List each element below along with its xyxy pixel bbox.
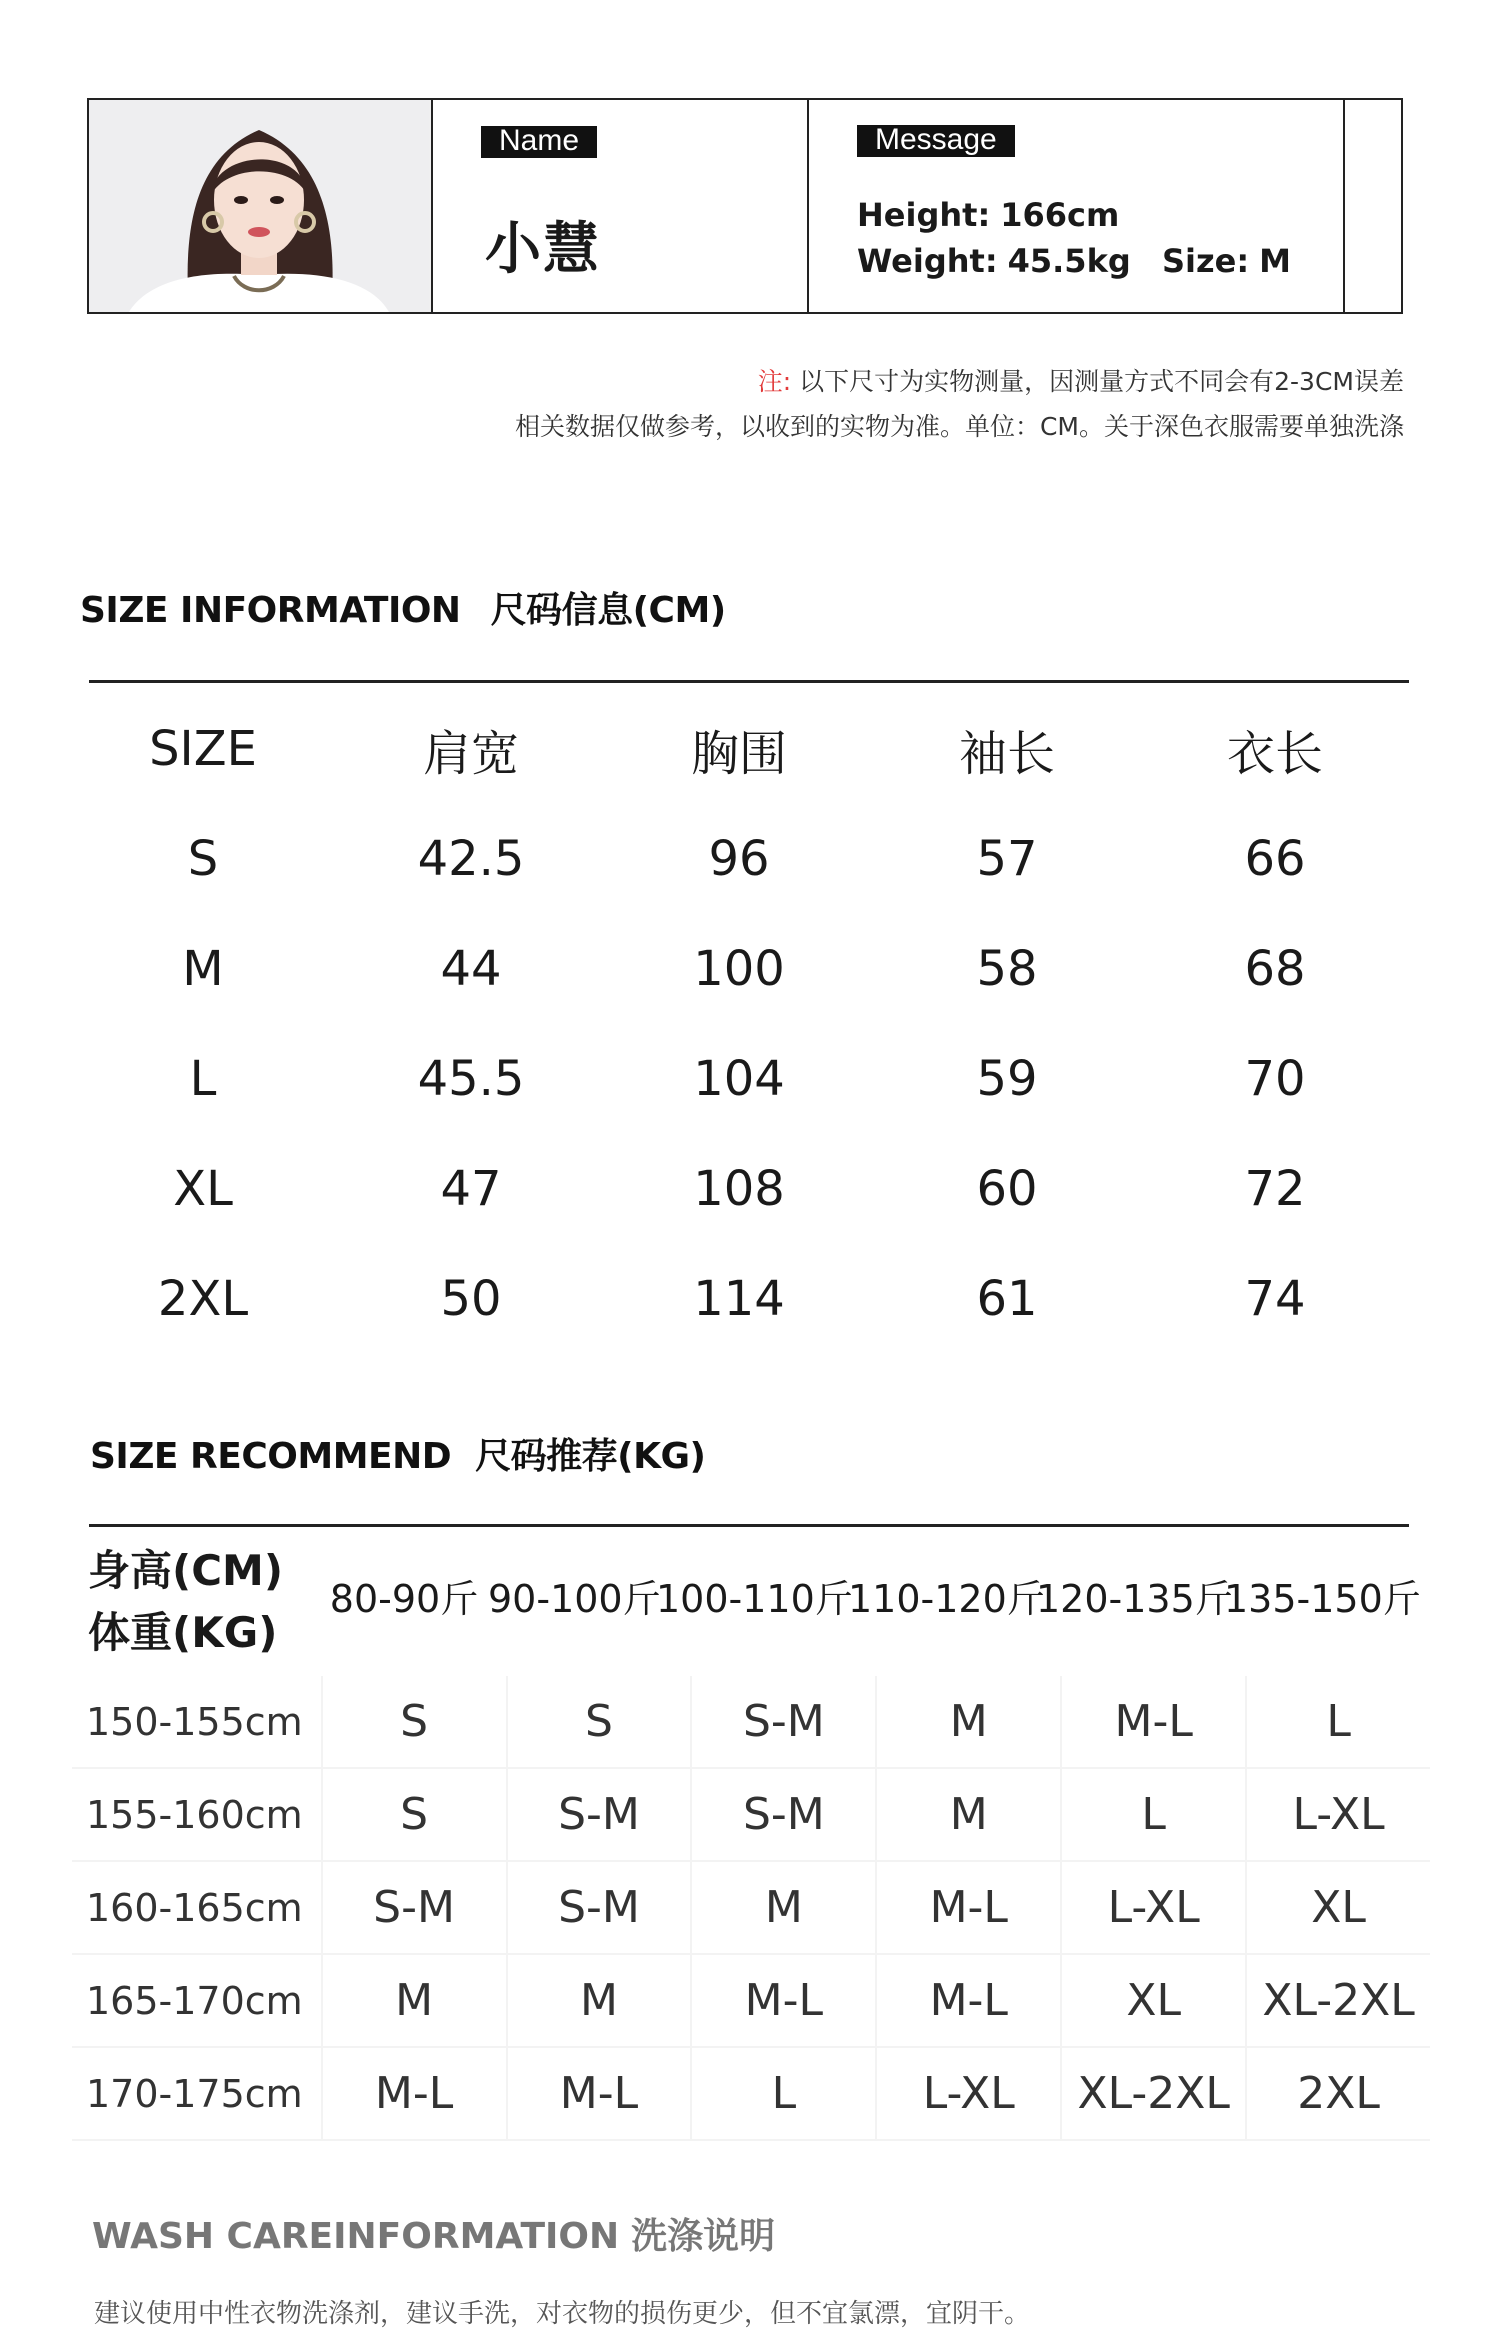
size-cell: 68 — [1244, 941, 1306, 997]
size-label: Size: — [1162, 242, 1250, 280]
size-info-rule — [89, 680, 1409, 683]
size-spec — [1162, 242, 1291, 280]
recommend-cell: L-XL — [1245, 1769, 1430, 1860]
size-cell: 60 — [976, 1161, 1038, 1217]
note-line-2: 相关数据仅做参考，以收到的实物为准。单位：CM。关于深色衣服需要单独洗涤 — [514, 412, 1404, 441]
weight-header: 110-120斤 — [848, 1577, 1045, 1621]
size-value: M — [1259, 242, 1291, 280]
height-range-cell: 150-155cm — [86, 1699, 303, 1744]
recommend-corner-header — [88, 1540, 283, 1664]
size-header-cell: 袖长 — [958, 725, 1055, 782]
recommend-cell: S-M — [321, 1862, 506, 1953]
size-header-cell: 肩宽 — [422, 725, 519, 782]
size-cell: 96 — [708, 831, 770, 887]
wash-care-title-en: WASH CAREINFORMATION — [92, 2216, 620, 2257]
card-end-cell — [1345, 100, 1401, 312]
note-line-1 — [758, 362, 1404, 398]
size-cell: 66 — [1244, 831, 1306, 887]
size-header-cell: SIZE — [149, 721, 257, 777]
recommend-weight-headers — [320, 1568, 1421, 1623]
height-label: Height: — [857, 196, 991, 234]
size-cell: 58 — [976, 941, 1038, 997]
recommend-cell: L-XL — [875, 2048, 1060, 2139]
recommend-cell: M-L — [875, 1955, 1060, 2046]
size-table-header — [69, 694, 1409, 804]
message-cell — [809, 100, 1345, 312]
table-row — [69, 1134, 1409, 1244]
recommend-cell: M-L — [1060, 1676, 1245, 1767]
size-cell: 72 — [1244, 1161, 1306, 1217]
height-value: 166cm — [1000, 196, 1120, 234]
size-table — [69, 694, 1409, 1354]
recommend-cell: M — [506, 1955, 691, 2046]
recommend-cell: M-L — [321, 2048, 506, 2139]
size-cell: 2XL — [157, 1271, 249, 1327]
recommend-cell: S — [506, 1676, 691, 1767]
recommend-cell: S-M — [506, 1769, 691, 1860]
height-range-cell: 165-170cm — [86, 1978, 303, 2023]
size-cell: 45.5 — [417, 1051, 525, 1107]
table-row — [69, 1024, 1409, 1134]
table-row — [69, 914, 1409, 1024]
size-cell: 47 — [440, 1161, 502, 1217]
wash-care-title-cn: 洗涤说明 — [631, 2216, 776, 2257]
size-cell: 59 — [976, 1051, 1038, 1107]
wash-care-text: 建议使用中性衣物洗涤剂，建议手洗，对衣物的损伤更少，但不宜氯漂，宜阴干。 — [94, 2299, 1031, 2329]
size-cell: 42.5 — [417, 831, 525, 887]
recommend-table — [72, 1676, 1430, 2141]
recommend-cell: 2XL — [1245, 2048, 1430, 2139]
table-row — [69, 1244, 1409, 1354]
size-header-cell: 胸围 — [690, 725, 787, 782]
name-cell — [433, 100, 809, 312]
table-row — [72, 1862, 1430, 1955]
message-tag: Message — [857, 125, 1015, 157]
size-cell: M — [182, 941, 224, 997]
model-name: 小慧 — [485, 217, 601, 282]
height-range-cell: 160-165cm — [86, 1885, 303, 1930]
recommend-cell: XL — [1060, 1955, 1245, 2046]
recommend-cell: S — [321, 1769, 506, 1860]
recommend-cell: L — [690, 2048, 875, 2139]
size-cell: 100 — [693, 941, 785, 997]
table-row — [72, 2048, 1430, 2141]
recommend-cell: M — [875, 1769, 1060, 1860]
size-cell: XL — [173, 1161, 233, 1217]
recommend-cell: M — [321, 1955, 506, 2046]
height-spec — [857, 196, 1119, 234]
recommend-cell: M — [875, 1676, 1060, 1767]
recommend-cell: L — [1245, 1676, 1430, 1767]
recommend-cell: M-L — [690, 1955, 875, 2046]
size-header-cell: 衣长 — [1226, 725, 1323, 782]
weight-header: 135-150斤 — [1224, 1577, 1421, 1621]
recommend-cell: M-L — [875, 1862, 1060, 1953]
weight-value: 45.5kg — [1007, 242, 1131, 280]
size-cell: 44 — [440, 941, 502, 997]
size-info-title-en: SIZE INFORMATION — [80, 590, 461, 631]
size-cell: 57 — [976, 831, 1038, 887]
size-recommend-title-en: SIZE RECOMMEND — [90, 1436, 452, 1477]
height-range-cell: 155-160cm — [86, 1792, 303, 1837]
corner-weight-label: 体重(KG) — [88, 1608, 278, 1657]
recommend-cell: M — [690, 1862, 875, 1953]
model-portrait-image — [89, 100, 429, 312]
size-cell: 61 — [976, 1271, 1038, 1327]
weight-header: 100-110斤 — [656, 1577, 853, 1621]
recommend-cell: S — [321, 1676, 506, 1767]
size-recommend-title-cn: 尺码推荐(KG) — [475, 1436, 706, 1477]
size-cell: 70 — [1244, 1051, 1306, 1107]
table-row — [72, 1955, 1430, 2048]
table-row — [72, 1676, 1430, 1769]
size-cell: L — [189, 1051, 217, 1107]
height-range-cell: 170-175cm — [86, 2071, 303, 2116]
recommend-cell: XL-2XL — [1245, 1955, 1430, 2046]
size-recommend-title — [90, 1428, 706, 1479]
size-info-title-cn: 尺码信息(CM) — [490, 590, 726, 631]
model-card — [87, 98, 1403, 314]
size-cell: 114 — [693, 1271, 785, 1327]
recommend-cell: L — [1060, 1769, 1245, 1860]
weight-label: Weight: — [857, 242, 998, 280]
weight-header: 80-90斤 — [329, 1577, 479, 1621]
recommend-cell: M-L — [506, 2048, 691, 2139]
recommend-cell: S-M — [690, 1676, 875, 1767]
size-cell: 104 — [693, 1051, 785, 1107]
recommend-cell: XL-2XL — [1060, 2048, 1245, 2139]
size-cell: S — [187, 831, 219, 887]
recommend-cell: S-M — [506, 1862, 691, 1953]
note-prefix: 注: — [757, 367, 792, 396]
recommend-cell: S-M — [690, 1769, 875, 1860]
table-row — [69, 804, 1409, 914]
corner-height-label: 身高(CM) — [88, 1546, 284, 1595]
model-photo — [89, 100, 433, 312]
recommend-cell: L-XL — [1060, 1862, 1245, 1953]
wash-care-title — [92, 2208, 775, 2259]
weight-header: 120-135斤 — [1036, 1577, 1233, 1621]
name-tag: Name — [481, 126, 597, 158]
note-text-1: 以下尺寸为实物测量，因测量方式不同会有2-3CM误差 — [799, 367, 1404, 396]
size-cell: 74 — [1244, 1271, 1306, 1327]
size-cell: 108 — [693, 1161, 785, 1217]
size-recommend-rule — [89, 1524, 1409, 1527]
size-info-title — [80, 582, 726, 633]
weight-header: 90-100斤 — [488, 1577, 661, 1621]
size-cell: 50 — [440, 1271, 502, 1327]
recommend-cell: XL — [1245, 1862, 1430, 1953]
table-row — [72, 1769, 1430, 1862]
weight-spec — [857, 242, 1131, 280]
